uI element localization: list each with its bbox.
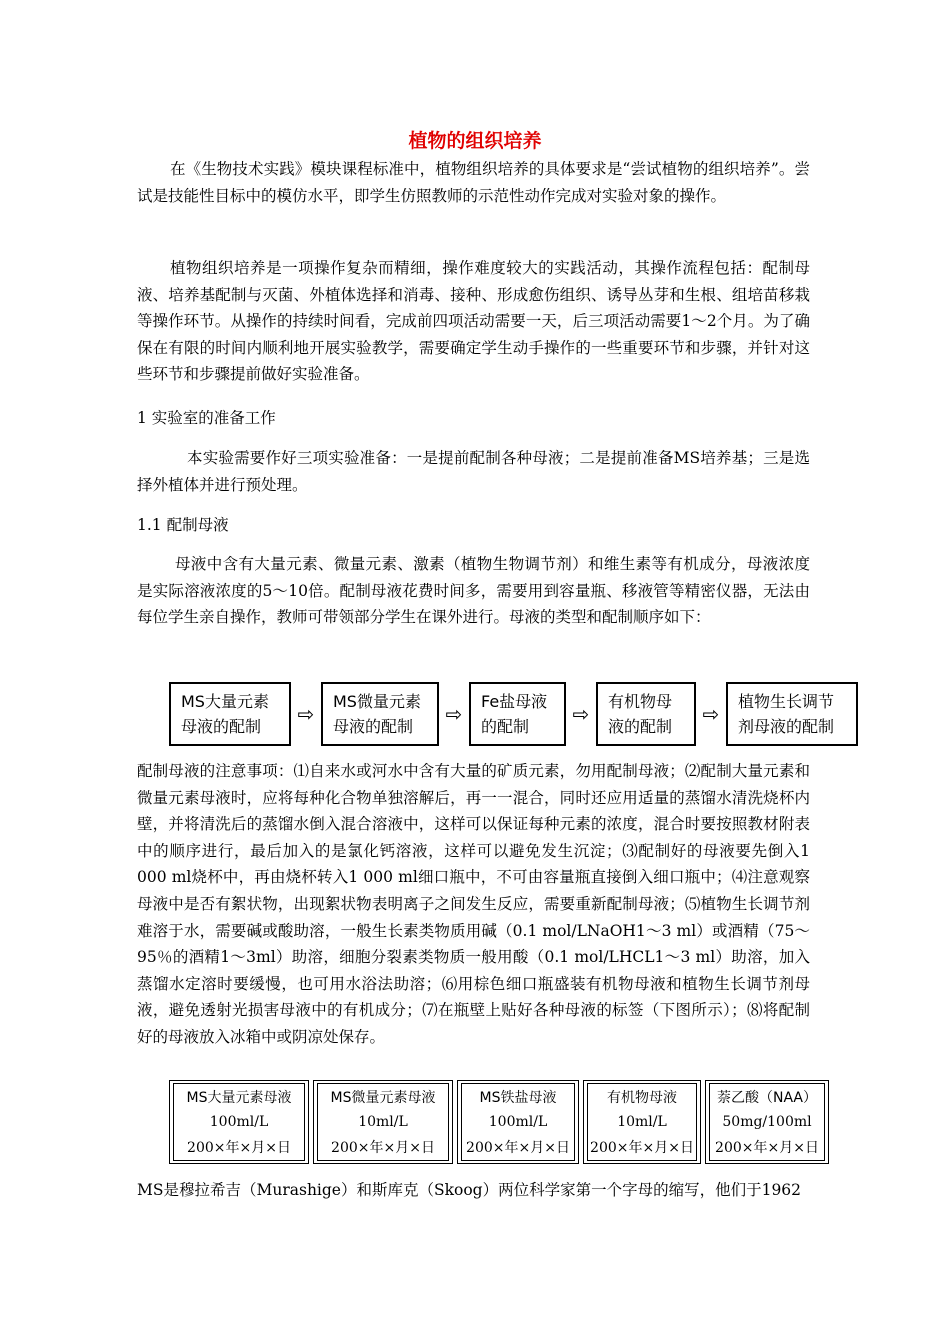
flow-step-2 (321, 682, 439, 746)
flow-step-4-line1: 有机物母 (608, 692, 673, 711)
label-name: 萘乙酸（NAA） (716, 1090, 818, 1107)
section-heading-1-1: 1.1 配制母液 (137, 516, 229, 534)
paragraph-ms-origin: MS是穆拉希吉（Murashige）和斯库克（Skoog）两位科学家第一个字母的缩写，他们于1962 (137, 1181, 802, 1199)
bottle-label-3 (457, 1080, 579, 1164)
bottle-label-2 (313, 1080, 453, 1164)
label-concentration: 50mg/100ml (722, 1113, 812, 1130)
label-name: MS铁盐母液 (479, 1090, 557, 1107)
flow-arrow-icon: ⇨ (702, 702, 720, 726)
paragraph-preparation: 本实验需要作好三项实验准备：一是提前配制各种母液；二是提前准备MS培养基；三是选择外植体并进行预处理。 (137, 449, 810, 494)
page-title: 植物的组织培养 (408, 130, 542, 152)
flow-step-4-line2: 液的配制 (608, 717, 673, 736)
flow-arrow-icon: ⇨ (445, 702, 463, 726)
paragraph-precautions: 配制母液的注意事项：⑴自来水或河水中含有大量的矿质元素，勿用配制母液；⑵配制大量元素和微量元素母液时，应将每种化合物单独溶解后，再一一混合，同时还应用适量的蒸馏水清洗烧杯内壁，并将清洗后的蒸馏水倒入混合溶液中，这样可以保证每种元素的浓度，混合时要按照教材附表中的顺序进行，最后加入的是氯化钙溶液，这样可以避免发生沉淀；⑶配制好的母液要先倒入1 000 ml烧杯中，再由烧杯转入1 000 ml细口瓶中，不可由容量瓶直接倒入细口瓶中；⑷注意观察母液中是否有絮状物，出现絮状物表明离子之间发生反应，需要重新配制母液；⑸植物生长调节剂难溶于水，需要碱或酸助溶，一般生长素类物质用碱（0.1 mol/LNaOH1～3 ml）或酒精（75～95％的酒精1～3ml）助溶，细胞分裂素类物质一般用酸（0.1 mol/LHCL1～3 ml）助溶，加入蒸馏水定溶时要缓慢，也可用水浴法助溶；⑹用棕色细口瓶盛装有机物母液和植物生长调节剂母液，避免透射光损害母液中的有机成分；⑺在瓶壁上贴好各种母液的标签（下图所示）；⑻将配制好的母液放入冰箱中或阴凉处保存。 (137, 762, 810, 1046)
flow-step-2-line2: 母液的配制 (333, 717, 414, 736)
label-date: 200×年×月×日 (187, 1139, 291, 1156)
label-name: 有机物母液 (607, 1090, 677, 1107)
label-date: 200×年×月×日 (466, 1139, 570, 1156)
paragraph-intro: 在《生物技术实践》模块课程标准中，植物组织培养的具体要求是“尝试植物的组织培养”。尝试是技能性目标中的模仿水平，即学生仿照教师的示范性动作完成对实验对象的操作。 (137, 160, 810, 205)
flow-step-5-line2: 剂母液的配制 (738, 717, 835, 736)
bottle-label-5 (705, 1080, 829, 1164)
bottle-label-1 (169, 1080, 309, 1164)
label-date: 200×年×月×日 (715, 1139, 819, 1156)
flow-step-1-line1: MS大量元素 (181, 692, 269, 711)
label-name: MS大量元素母液 (186, 1090, 292, 1107)
label-concentration: 100ml/L (209, 1113, 269, 1130)
flow-step-4 (596, 682, 696, 746)
bottle-labels (169, 1080, 829, 1164)
paragraph-stock-solution: 母液中含有大量元素、微量元素、激素（植物生物调节剂）和维生素等有机成分，母液浓度是实际溶液浓度的5～10倍。配制母液花费时间多，需要用到容量瓶、移液管等精密仪器，无法由每位学生亲自操作，教师可带领部分学生在课外进行。母液的类型和配制顺序如下： (137, 555, 810, 627)
flow-arrow-icon: ⇨ (297, 702, 315, 726)
flow-step-3-line2: 的配制 (481, 717, 530, 736)
label-concentration: 10ml/L (617, 1113, 667, 1130)
bottle-label-4 (583, 1080, 701, 1164)
paragraph-overview: 植物组织培养是一项操作复杂而精细，操作难度较大的实践活动，其操作流程包括：配制母液、培养基配制与灭菌、外植体选择和消毒、接种、形成愈伤组织、诱导丛芽和生根、组培苗移栽等操作环节。从操作的持续时间看，完成前四项活动需要一天，后三项活动需要1～2个月。为了确保在有限的时间内顺利地开展实验教学，需要确定学生动手操作的一些重要环节和步骤，并针对这些环节和步骤提前做好实验准备。 (137, 259, 810, 384)
flow-step-1-line2: 母液的配制 (181, 717, 262, 736)
flow-step-5 (726, 682, 858, 746)
label-date: 200×年×月×日 (331, 1139, 435, 1156)
flow-step-3 (469, 682, 566, 746)
label-date: 200×年×月×日 (590, 1139, 694, 1156)
flow-step-3-line1: Fe盐母液 (481, 692, 548, 711)
label-concentration: 10ml/L (358, 1113, 408, 1130)
flow-step-1 (169, 682, 291, 746)
flow-step-5-line1: 植物生长调节 (738, 692, 835, 711)
flow-step-2-line1: MS微量元素 (333, 692, 421, 711)
label-concentration: 100ml/L (488, 1113, 548, 1130)
flow-diagram (169, 681, 859, 747)
label-name: MS微量元素母液 (330, 1090, 436, 1107)
section-heading-1: 1 实验室的准备工作 (137, 409, 276, 427)
flow-arrow-icon: ⇨ (572, 702, 590, 726)
